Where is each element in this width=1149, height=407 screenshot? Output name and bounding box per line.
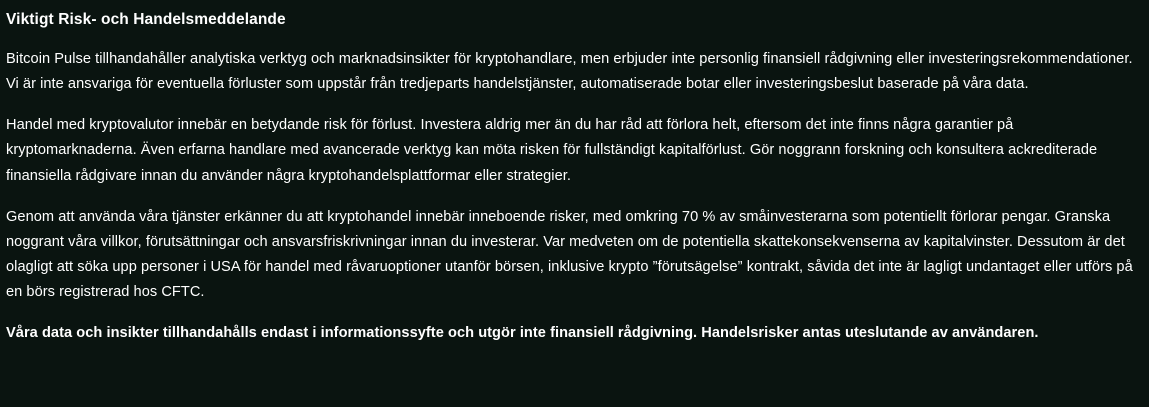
disclaimer-paragraph: Genom att använda våra tjänster erkänner du att kryptohandel innebär inneboende risker, med omkring 70 % av småinvesterarna som potentiellt förlorar pengar. Granska noggrant våra villkor, förutsättningar och ansvarsfriskrivningar innan du investerar. Var medveten om de potentiella skattekonsekvenserna av kapitalvinster. Dessutom är det olagligt att söka upp personer i USA för handel med råvaruoptioner utanför börsen, inklusive krypto ”förutsägelse” kontrakt, såvida det inte är lagligt undantaget eller utförs på en börs registrerad hos CFTC. bbox=[6, 208, 1133, 300]
disclaimer-heading: Viktigt Risk- och Handelsmeddelande bbox=[6, 11, 286, 28]
disclaimer-paragraph: Bitcoin Pulse tillhandahåller analytiska verktyg och marknadsinsikter för kryptohandlare, men erbjuder inte personlig finansiell rådgivning eller investeringsrekommendationer. Vi är inte ansvariga för eventuella förluster som uppstår från tredjeparts handelstjänster, automatiserade botar eller investeringsbeslut baserade på våra data. bbox=[6, 51, 1133, 93]
disclaimer-paragraph: Handel med kryptovalutor innebär en betydande risk för förlust. Investera aldrig mer än du har råd att förlora helt, eftersom det inte finns några garantier på kryptomarknaderna. Även erfarna handlare med avancerade verktyg kan möta risken för fullständigt kapitalförlust. Gör noggrann forskning och konsultera ackrediterade finansiella rådgivare innan du använder några kryptohandelsplattformar eller strategier. bbox=[6, 117, 1098, 184]
disclaimer-closing-note: Våra data och insikter tillhandahålls endast i informationssyfte och utgör inte finansiell rådgivning. Handelsrisker antas uteslutande av användaren. bbox=[6, 324, 1039, 341]
